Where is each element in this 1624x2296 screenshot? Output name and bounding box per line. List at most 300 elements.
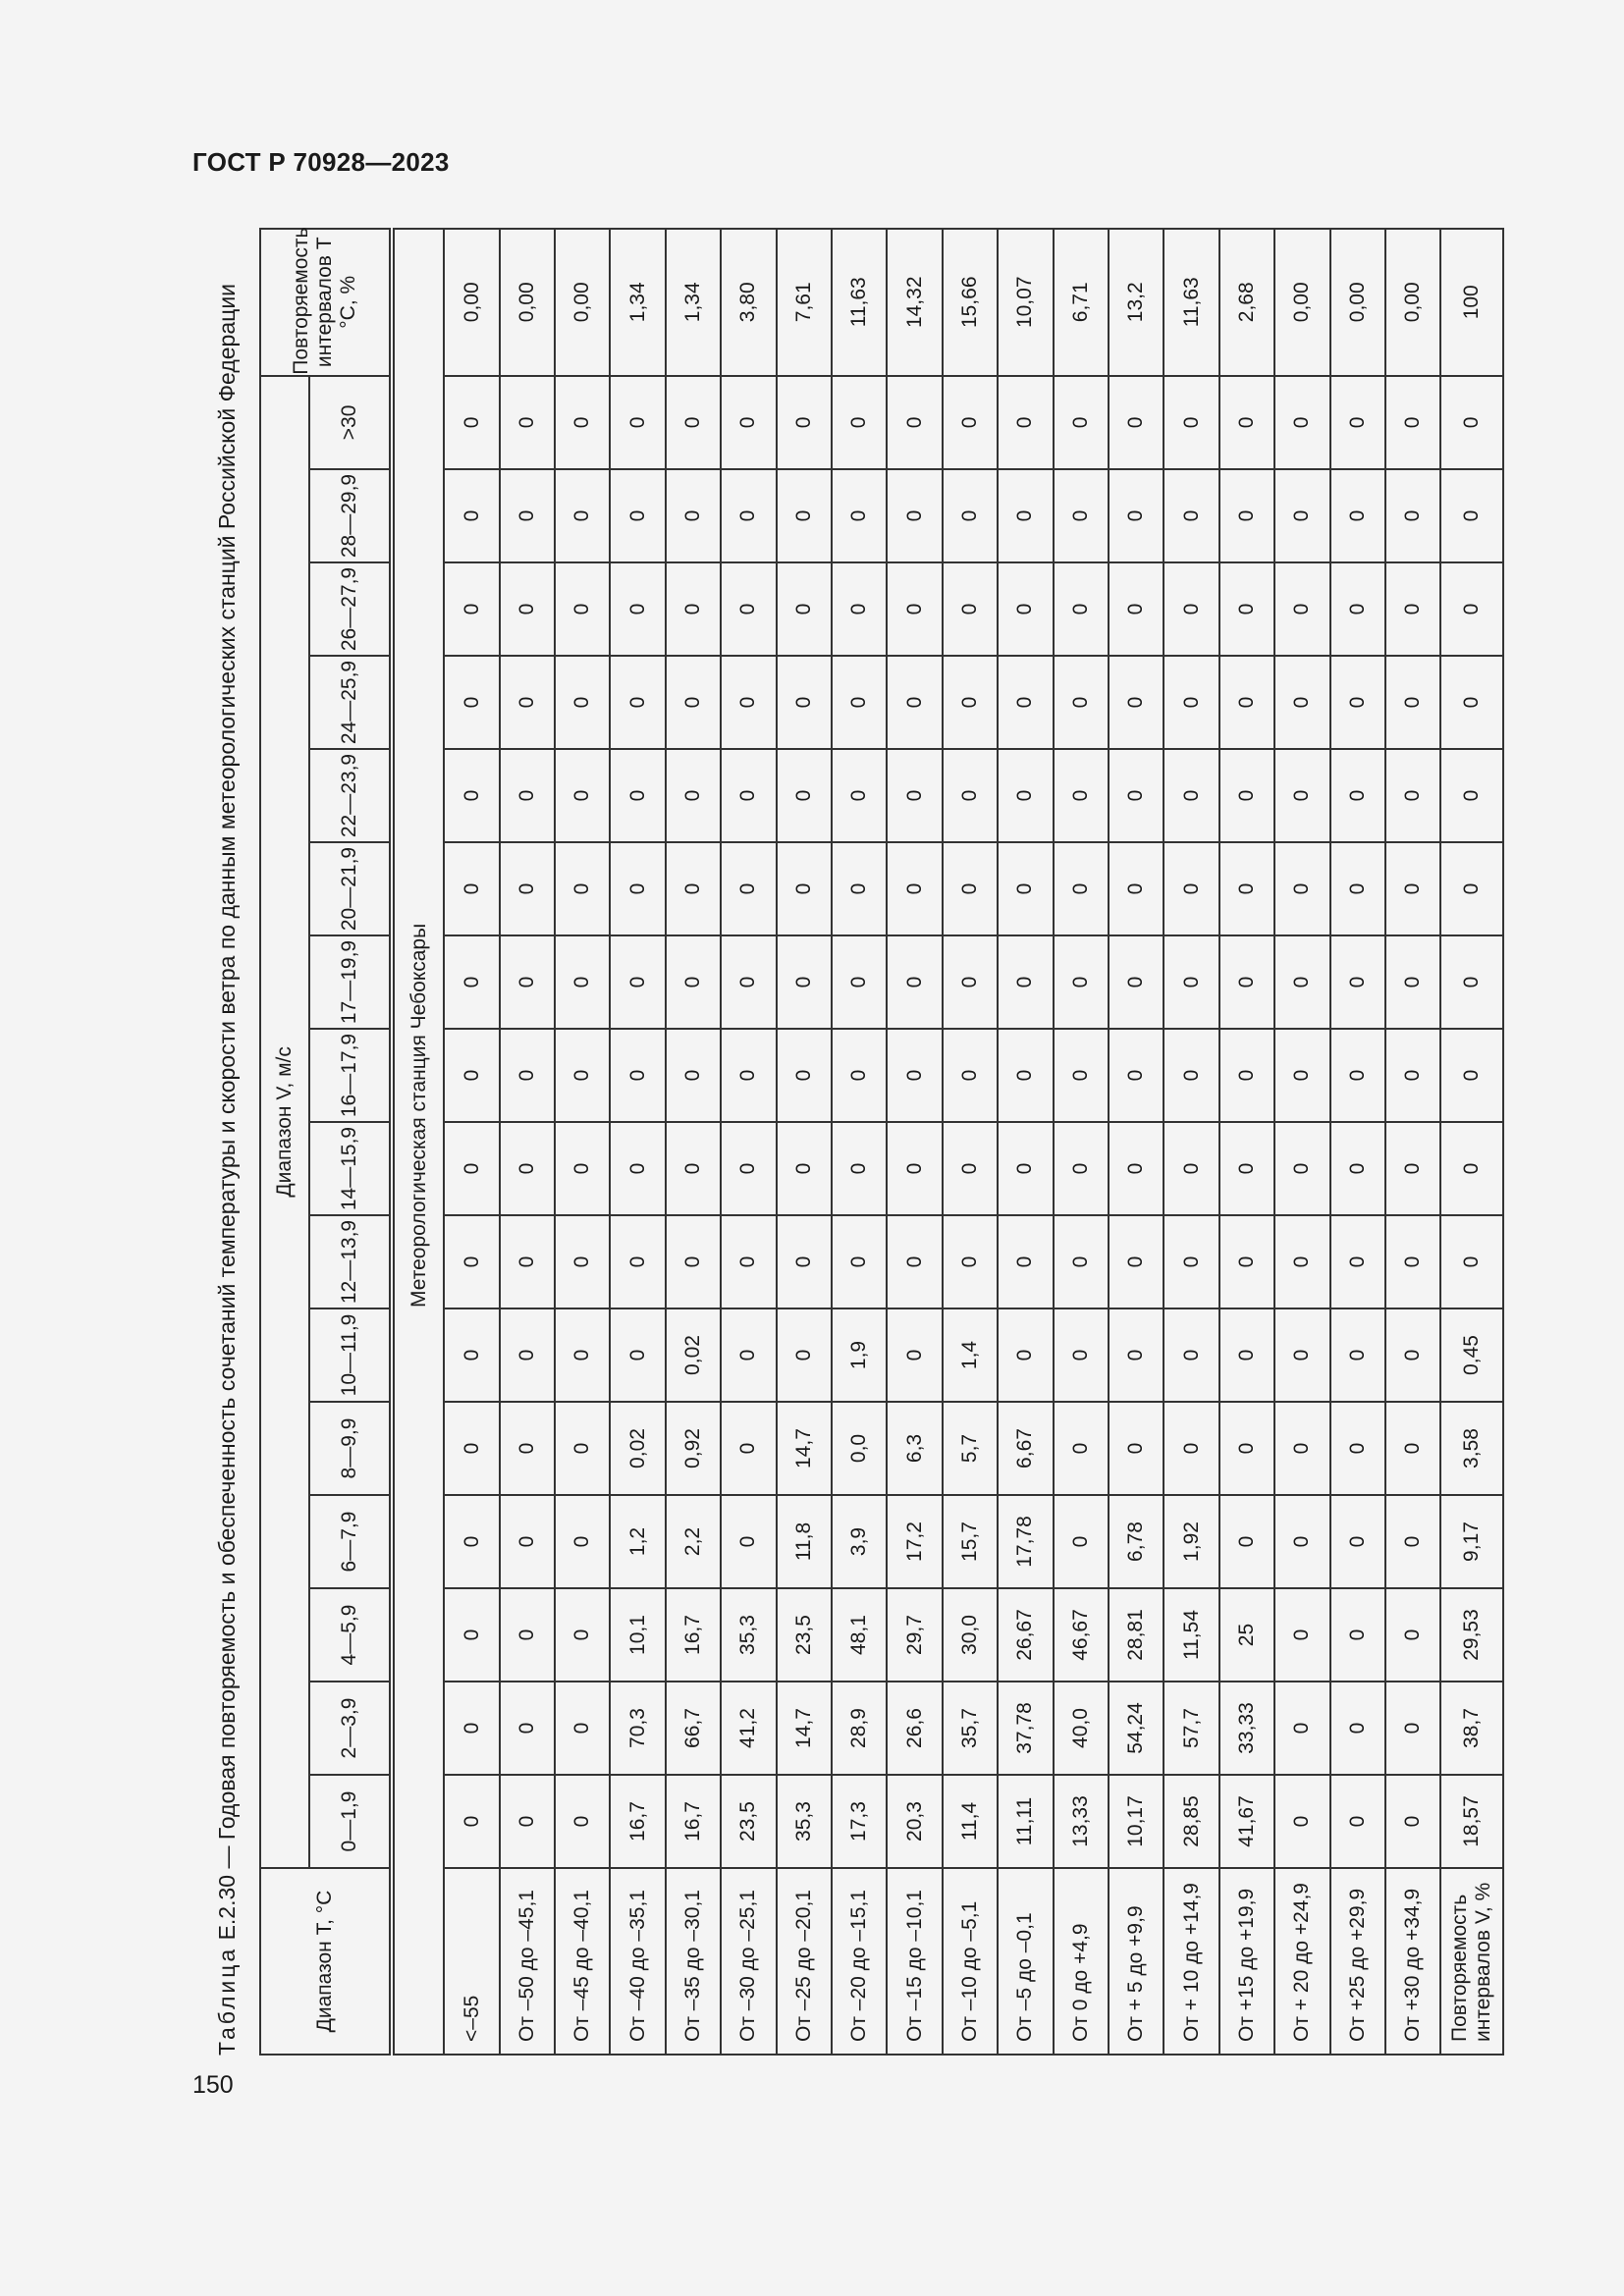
- table-cell: 0: [444, 469, 499, 562]
- table-cell: 0: [500, 935, 555, 1029]
- table-cell: 0: [998, 1122, 1053, 1215]
- table-cell: 0: [500, 1402, 555, 1495]
- table-cell: 35,7: [943, 1682, 998, 1775]
- table-cell: 0: [610, 842, 665, 935]
- table-cell: 0: [1219, 376, 1274, 469]
- table-cell: 33,33: [1219, 1682, 1274, 1775]
- table-cell: 0: [1385, 562, 1440, 656]
- table-cell: 0: [998, 562, 1053, 656]
- table-cell: 6,78: [1109, 1495, 1164, 1588]
- table-cell: 0: [1440, 1029, 1503, 1122]
- table-cell: 1,92: [1164, 1495, 1218, 1588]
- table-cell: 0: [943, 656, 998, 749]
- table-row: [1164, 229, 1218, 2055]
- table-cell: 6,3: [887, 1402, 942, 1495]
- table-cell: 0: [998, 842, 1053, 935]
- table-cell: 0: [1054, 656, 1109, 749]
- table-cell: 0: [1440, 562, 1503, 656]
- table-row: [500, 229, 555, 2055]
- table-cell: 0,00: [444, 229, 499, 376]
- table-cell: 0: [1385, 842, 1440, 935]
- row-label: От –50 до –45,1: [500, 1868, 555, 2055]
- table-cell: 0: [1054, 1495, 1109, 1588]
- table-cell: 0,00: [1330, 229, 1385, 376]
- table-cell: 0: [1054, 1122, 1109, 1215]
- table-cell: 0,00: [500, 229, 555, 376]
- table-cell: 0: [1330, 1402, 1385, 1495]
- table-cell: 0: [666, 376, 721, 469]
- table-cell: 0: [1109, 656, 1164, 749]
- speed-range-head: 16—17,9: [309, 1029, 392, 1122]
- table-cell: 0: [943, 1029, 998, 1122]
- table-cell: 0: [444, 656, 499, 749]
- table-cell: 0: [1219, 1215, 1274, 1308]
- table-cell: 16,7: [610, 1775, 665, 1868]
- row-label: Повторяемость интервалов V, %: [1440, 1868, 1503, 2055]
- table-cell: 0: [1109, 842, 1164, 935]
- table-cell: 0: [610, 1215, 665, 1308]
- table-cell: 30,0: [943, 1588, 998, 1682]
- table-cell: 1,9: [832, 1308, 887, 1402]
- table-cell: 3,58: [1440, 1402, 1503, 1495]
- table-cell: 0: [444, 1495, 499, 1588]
- table-cell: 0: [444, 1029, 499, 1122]
- table-cell: 0: [444, 1308, 499, 1402]
- table-cell: 0: [777, 1029, 832, 1122]
- table-cell: 0,0: [832, 1402, 887, 1495]
- table-cell: 0: [500, 1775, 555, 1868]
- table-cell: 0: [1274, 562, 1329, 656]
- table-cell: 0: [666, 469, 721, 562]
- table-cell: 17,2: [887, 1495, 942, 1588]
- table-cell: 0: [777, 1308, 832, 1402]
- table-cell: 0: [777, 469, 832, 562]
- table-cell: 0: [1109, 749, 1164, 842]
- table-cell: 14,7: [777, 1402, 832, 1495]
- table-row: [1330, 229, 1385, 2055]
- table-cell: 0: [555, 1495, 610, 1588]
- table-cell: 28,81: [1109, 1588, 1164, 1682]
- table-cell: 0: [1109, 562, 1164, 656]
- table-cell: 0: [998, 656, 1053, 749]
- table-cell: 35,3: [777, 1775, 832, 1868]
- table-cell: 0: [555, 749, 610, 842]
- table-caption: [214, 230, 241, 2056]
- table-cell: 0: [1330, 1775, 1385, 1868]
- table-cell: 0: [721, 1308, 776, 1402]
- table-cell: 0: [1054, 1308, 1109, 1402]
- table-cell: 0: [721, 1122, 776, 1215]
- table-cell: 2,2: [666, 1495, 721, 1588]
- table-cell: 0: [1109, 1215, 1164, 1308]
- table-cell: 0: [1219, 1122, 1274, 1215]
- table-cell: 40,0: [1054, 1682, 1109, 1775]
- table-cell: 17,78: [998, 1495, 1053, 1588]
- row-label: От –45 до –40,1: [555, 1868, 610, 2055]
- table-cell: 0: [1330, 1588, 1385, 1682]
- table-cell: 0: [887, 935, 942, 1029]
- table-cell: 0: [1054, 562, 1109, 656]
- station-name: Метеорологическая станция Чебоксары: [392, 229, 444, 2055]
- table-cell: 0: [721, 935, 776, 1029]
- table-cell: 0: [832, 1029, 887, 1122]
- table-cell: 20,3: [887, 1775, 942, 1868]
- rotated-table-area: [192, 227, 1504, 2056]
- table-cell: 0: [500, 1308, 555, 1402]
- header-row-1: [260, 229, 309, 2055]
- table-cell: 0: [555, 1402, 610, 1495]
- table-row: [444, 229, 499, 2055]
- page-number: 150: [192, 2071, 234, 2099]
- col-head-freq: Повторяемость интервалов T °C, %: [260, 229, 392, 376]
- table-cell: 0: [1164, 1215, 1218, 1308]
- table-body: [392, 229, 1503, 2055]
- table-cell: 0: [500, 1495, 555, 1588]
- table-cell: 38,7: [1440, 1682, 1503, 1775]
- table-cell: 0,00: [1385, 229, 1440, 376]
- table-cell: 7,61: [777, 229, 832, 376]
- table-cell: 0: [555, 935, 610, 1029]
- table-cell: 0: [998, 1215, 1053, 1308]
- table-cell: 0: [1109, 1308, 1164, 1402]
- table-cell: 0: [555, 1588, 610, 1682]
- table-cell: 0: [1330, 1215, 1385, 1308]
- table-cell: 0: [1385, 1122, 1440, 1215]
- table-cell: 23,5: [777, 1588, 832, 1682]
- table-cell: 0: [887, 376, 942, 469]
- table-cell: 0: [1109, 1029, 1164, 1122]
- table-cell: 10,17: [1109, 1775, 1164, 1868]
- table-cell: 0: [1109, 1122, 1164, 1215]
- table-cell: 0: [1219, 1495, 1274, 1588]
- table-cell: 0: [1440, 842, 1503, 935]
- table-cell: 14,32: [887, 229, 942, 376]
- table-cell: 11,54: [1164, 1588, 1218, 1682]
- table-cell: 0: [887, 1215, 942, 1308]
- table-cell: 15,7: [943, 1495, 998, 1588]
- table-cell: 0: [1054, 1215, 1109, 1308]
- speed-range-head: 24—25,9: [309, 656, 392, 749]
- row-label: От –20 до –15,1: [832, 1868, 887, 2055]
- speed-range-head: 17—19,9: [309, 935, 392, 1029]
- table-row: [1109, 229, 1164, 2055]
- table-cell: 0: [666, 1029, 721, 1122]
- table-cell: 0: [1109, 1402, 1164, 1495]
- table-cell: 0: [1274, 1122, 1329, 1215]
- document-header: ГОСТ Р 70928—2023: [192, 147, 450, 177]
- table-cell: 0: [721, 1495, 776, 1588]
- table-cell: 5,7: [943, 1402, 998, 1495]
- table-cell: 0: [666, 935, 721, 1029]
- table-cell: 26,6: [887, 1682, 942, 1775]
- table-cell: 0: [721, 1029, 776, 1122]
- table-cell: 6,67: [998, 1402, 1053, 1495]
- row-label: От –40 до –35,1: [610, 1868, 665, 2055]
- table-cell: 0: [500, 469, 555, 562]
- table-cell: 0: [1109, 376, 1164, 469]
- table-cell: 0: [610, 749, 665, 842]
- table-cell: 0: [1109, 469, 1164, 562]
- table-cell: 0: [832, 469, 887, 562]
- table-cell: 0: [1274, 1215, 1329, 1308]
- table-cell: 0: [1164, 469, 1218, 562]
- row-label: От –25 до –20,1: [777, 1868, 832, 2055]
- row-label: От –35 до –30,1: [666, 1868, 721, 2055]
- table-cell: 0: [500, 1588, 555, 1682]
- table-row: [887, 229, 942, 2055]
- speed-range-head: 14—15,9: [309, 1122, 392, 1215]
- table-cell: 0: [444, 1122, 499, 1215]
- table-cell: 46,67: [1054, 1588, 1109, 1682]
- table-row: [943, 229, 998, 2055]
- table-cell: 0: [1164, 749, 1218, 842]
- table-cell: 0: [1274, 1308, 1329, 1402]
- table-cell: 0: [1219, 749, 1274, 842]
- table-cell: 1,34: [610, 229, 665, 376]
- table-row: [1274, 229, 1329, 2055]
- table-cell: 0: [1164, 376, 1218, 469]
- table-cell: 35,3: [721, 1588, 776, 1682]
- table-cell: 0: [1385, 1495, 1440, 1588]
- table-cell: 0: [500, 562, 555, 656]
- table-cell: 0: [1274, 1402, 1329, 1495]
- table-cell: 0: [444, 935, 499, 1029]
- table-cell: 54,24: [1109, 1682, 1164, 1775]
- table-cell: 0: [1054, 469, 1109, 562]
- table-cell: 0: [998, 376, 1053, 469]
- table-cell: 0: [444, 749, 499, 842]
- table-cell: 0: [666, 749, 721, 842]
- table-cell: 10,1: [610, 1588, 665, 1682]
- table-cell: 0: [1274, 376, 1329, 469]
- table-row: [1440, 229, 1503, 2055]
- table-cell: 0: [1164, 1402, 1218, 1495]
- table-cell: 0: [666, 562, 721, 656]
- table-cell: 0: [943, 749, 998, 842]
- table-cell: 100: [1440, 229, 1503, 376]
- row-label: От –15 до –10,1: [887, 1868, 942, 2055]
- table-cell: 29,7: [887, 1588, 942, 1682]
- table-cell: 28,9: [832, 1682, 887, 1775]
- table-cell: 0: [555, 376, 610, 469]
- table-cell: 0: [777, 562, 832, 656]
- table-cell: 0: [1330, 935, 1385, 1029]
- table-cell: 0: [943, 1215, 998, 1308]
- table-cell: 3,9: [832, 1495, 887, 1588]
- table-cell: 0: [1164, 1029, 1218, 1122]
- table-cell: 0: [1385, 376, 1440, 469]
- table-cell: 0: [1054, 1402, 1109, 1495]
- table-cell: 0,45: [1440, 1308, 1503, 1402]
- table-cell: 0: [1440, 749, 1503, 842]
- table-cell: 0: [610, 1122, 665, 1215]
- table-cell: 0: [1385, 1775, 1440, 1868]
- table-cell: 0: [500, 1029, 555, 1122]
- table-cell: 0: [1330, 656, 1385, 749]
- table-cell: 0: [1164, 935, 1218, 1029]
- table-cell: 0: [1054, 842, 1109, 935]
- table-cell: 0: [1440, 1122, 1503, 1215]
- table-cell: 0: [1330, 749, 1385, 842]
- table-cell: 0: [1219, 469, 1274, 562]
- row-label: От –10 до –5,1: [943, 1868, 998, 2055]
- table-cell: 48,1: [832, 1588, 887, 1682]
- table-cell: 0: [721, 749, 776, 842]
- table-cell: 25: [1219, 1588, 1274, 1682]
- table-row: [555, 229, 610, 2055]
- table-cell: 0: [1219, 562, 1274, 656]
- table-cell: 0: [610, 935, 665, 1029]
- row-label: От +15 до +19,9: [1219, 1868, 1274, 2055]
- table-cell: 0: [1274, 1588, 1329, 1682]
- table-cell: 0,00: [1274, 229, 1329, 376]
- table-cell: 0: [832, 1215, 887, 1308]
- table-cell: 0: [444, 1215, 499, 1308]
- table-cell: 0: [610, 562, 665, 656]
- table-row: [1219, 229, 1274, 2055]
- table-cell: 0: [1274, 935, 1329, 1029]
- table-cell: 0: [500, 656, 555, 749]
- table-cell: 0: [555, 842, 610, 935]
- table-cell: 11,11: [998, 1775, 1053, 1868]
- table-cell: 41,2: [721, 1682, 776, 1775]
- table-cell: 0: [832, 842, 887, 935]
- table-cell: 0: [887, 656, 942, 749]
- table-cell: 57,7: [1164, 1682, 1218, 1775]
- table-cell: 11,63: [832, 229, 887, 376]
- table-cell: 0: [1385, 1029, 1440, 1122]
- table-cell: 9,17: [1440, 1495, 1503, 1588]
- table-cell: 0: [887, 1029, 942, 1122]
- table-cell: 0: [610, 376, 665, 469]
- table-cell: 0: [1330, 1122, 1385, 1215]
- row-label: От +30 до +34,9: [1385, 1868, 1440, 2055]
- row-label: От + 10 до +14,9: [1164, 1868, 1218, 2055]
- table-row: [998, 229, 1053, 2055]
- table-cell: 0: [1109, 935, 1164, 1029]
- table-cell: 0: [1440, 656, 1503, 749]
- table-cell: 0: [721, 469, 776, 562]
- table-cell: 0: [610, 656, 665, 749]
- wind-temperature-table: [259, 228, 1504, 2056]
- table-cell: 0: [1274, 656, 1329, 749]
- table-cell: 0: [1219, 842, 1274, 935]
- table-cell: 0: [1164, 562, 1218, 656]
- table-cell: 0: [777, 935, 832, 1029]
- table-cell: 0: [666, 1215, 721, 1308]
- table-cell: 0: [444, 1775, 499, 1868]
- table-cell: 0: [555, 1682, 610, 1775]
- table-cell: 0: [1054, 935, 1109, 1029]
- table-cell: 0: [610, 1308, 665, 1402]
- table-cell: 0: [1385, 1215, 1440, 1308]
- table-cell: 0: [1219, 1402, 1274, 1495]
- table-cell: 0: [887, 1308, 942, 1402]
- table-cell: 0: [943, 842, 998, 935]
- row-label: От + 5 до +9,9: [1109, 1868, 1164, 2055]
- table-cell: 0: [998, 935, 1053, 1029]
- table-cell: 0: [1274, 1775, 1329, 1868]
- table-cell: 0: [1219, 1308, 1274, 1402]
- table-cell: 0: [500, 376, 555, 469]
- table-cell: 0: [777, 749, 832, 842]
- table-cell: 0: [1274, 749, 1329, 842]
- table-row: [721, 229, 776, 2055]
- table-cell: 0: [832, 376, 887, 469]
- row-label: <–55: [444, 1868, 499, 2055]
- table-row: [666, 229, 721, 2055]
- table-cell: 0: [1440, 935, 1503, 1029]
- table-cell: 0: [998, 469, 1053, 562]
- table-cell: 0: [1330, 1029, 1385, 1122]
- table-cell: 16,7: [666, 1775, 721, 1868]
- table-cell: 0: [998, 1308, 1053, 1402]
- table-cell: 0: [943, 376, 998, 469]
- table-cell: 0: [555, 1215, 610, 1308]
- table-cell: 0: [500, 1215, 555, 1308]
- table-cell: 0: [555, 656, 610, 749]
- table-cell: 0: [1385, 1682, 1440, 1775]
- table-cell: 0: [943, 1122, 998, 1215]
- table-cell: 0: [1385, 1308, 1440, 1402]
- table-cell: 23,5: [721, 1775, 776, 1868]
- table-cell: 37,78: [998, 1682, 1053, 1775]
- table-cell: 0: [555, 1308, 610, 1402]
- table-cell: 14,7: [777, 1682, 832, 1775]
- table-cell: 0: [887, 469, 942, 562]
- caption-prefix: Таблица: [214, 1946, 240, 2056]
- speed-range-head: 22—23,9: [309, 749, 392, 842]
- col-head-speed: Диапазон V, м/с: [260, 376, 309, 1868]
- table-cell: 0: [1385, 1402, 1440, 1495]
- table-cell: 0: [1330, 469, 1385, 562]
- table-cell: 41,67: [1219, 1775, 1274, 1868]
- table-cell: 15,66: [943, 229, 998, 376]
- table-cell: 0: [721, 656, 776, 749]
- table-cell: 0: [555, 469, 610, 562]
- row-label: От –30 до –25,1: [721, 1868, 776, 2055]
- table-cell: 0: [777, 656, 832, 749]
- table-cell: 0: [887, 842, 942, 935]
- table-cell: 66,7: [666, 1682, 721, 1775]
- table-cell: 0: [500, 1122, 555, 1215]
- table-cell: 1,34: [666, 229, 721, 376]
- table-cell: 0: [444, 842, 499, 935]
- table-cell: 0: [610, 1029, 665, 1122]
- table-cell: 0: [500, 1682, 555, 1775]
- table-cell: 0: [832, 749, 887, 842]
- table-cell: 0: [943, 562, 998, 656]
- speed-range-head: >30: [309, 376, 392, 469]
- table-cell: 0: [887, 562, 942, 656]
- table-cell: 0: [1164, 1122, 1218, 1215]
- table-cell: 0: [1330, 1495, 1385, 1588]
- table-cell: 0: [832, 562, 887, 656]
- table-cell: 0: [1054, 1029, 1109, 1122]
- table-cell: 26,67: [998, 1588, 1053, 1682]
- table-cell: 0: [1219, 935, 1274, 1029]
- table-cell: 16,7: [666, 1588, 721, 1682]
- table-cell: 0: [832, 656, 887, 749]
- table-cell: 11,8: [777, 1495, 832, 1588]
- col-head-temp: Диапазон T, °C: [260, 1868, 392, 2055]
- table-cell: 0: [998, 1029, 1053, 1122]
- table-cell: 0: [887, 1122, 942, 1215]
- table-cell: 0: [777, 842, 832, 935]
- speed-range-head: 4—5,9: [309, 1588, 392, 1682]
- table-cell: 0: [1219, 656, 1274, 749]
- table-cell: 0: [1440, 376, 1503, 469]
